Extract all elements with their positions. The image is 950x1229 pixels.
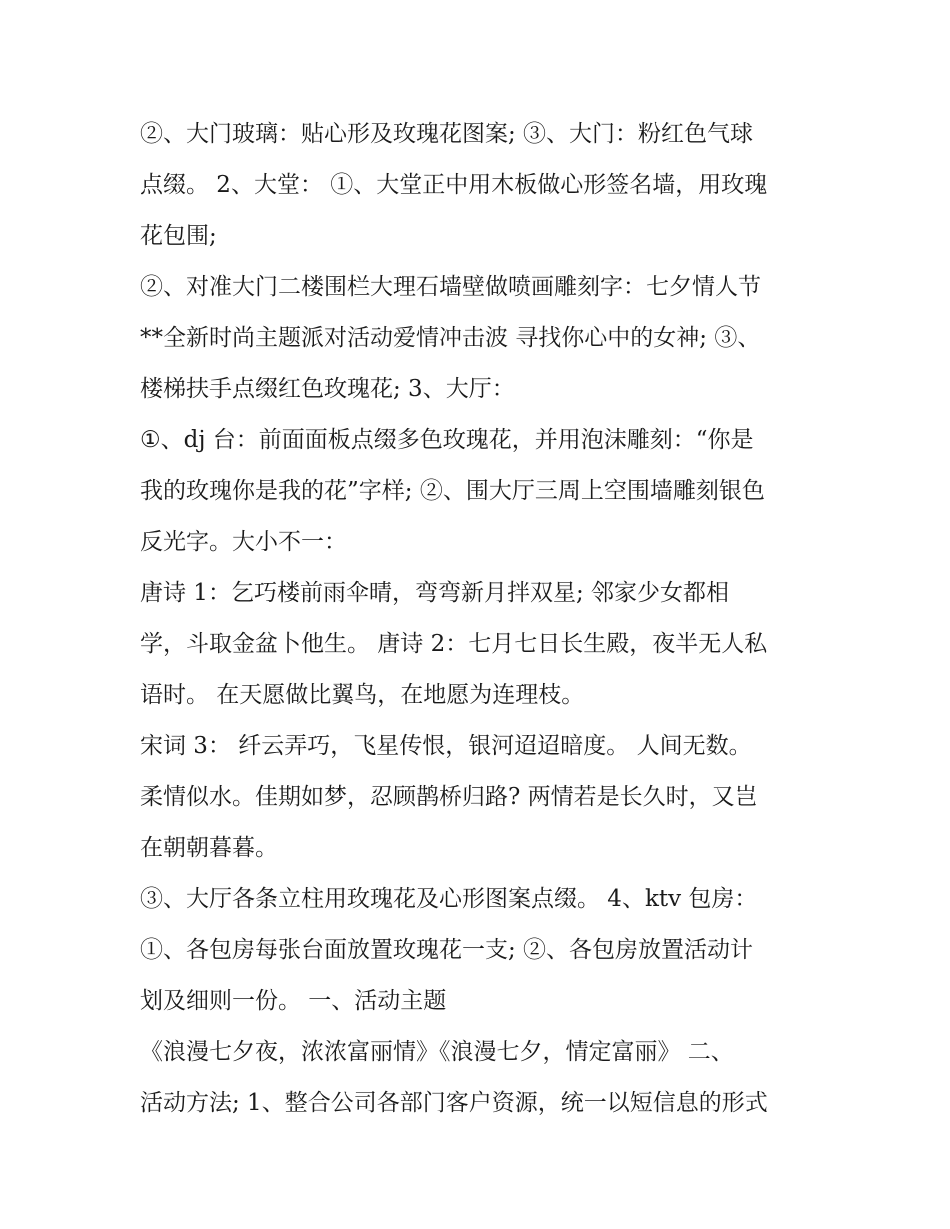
text-line: 学，斗取金盆卜他生。 唐诗 2：七月七日长生殿，夜半无人私 bbox=[140, 631, 768, 657]
text-line: 反光字。大小不一： bbox=[140, 529, 347, 555]
text-line: 楼梯扶手点缀红色玫瑰花; 3、大厅： bbox=[140, 376, 515, 402]
text-line: 唐诗 1：乞巧楼前雨伞晴，弯弯新月拌双星; 邻家少女都相 bbox=[140, 580, 730, 606]
text-line: ②、大门玻璃：贴心形及玫瑰花图案; ③、大门：粉红色气球 bbox=[140, 121, 754, 147]
text-line: 语时。 在天愿做比翼鸟，在地愿为连理枝。 bbox=[140, 682, 585, 708]
text-line: 活动方法; 1、整合公司各部门客户资源，统一以短信息的形式 bbox=[140, 1090, 768, 1116]
text-line: 花包围; bbox=[140, 223, 217, 249]
text-line: 点缀。 2、大堂： ①、大堂正中用木板做心形签名墙，用玫瑰 bbox=[140, 172, 768, 198]
body-text bbox=[140, 109, 820, 1129]
text-line: 宋词 3： 纤云弄巧，飞星传恨，银河迢迢暗度。 人间无数。 bbox=[140, 733, 752, 759]
text-line: 柔情似水。佳期如梦，忍顾鹊桥归路? 两情若是长久时，又岂 bbox=[140, 784, 758, 810]
text-line: ②、对准大门二楼围栏大理石墙壁做喷画雕刻字：七夕情人节 bbox=[140, 274, 761, 300]
text-line: 划及细则一份。 一、活动主题 bbox=[140, 988, 447, 1014]
text-line: ③、大厅各条立柱用玫瑰花及心形图案点缀。 4、ktv 包房： bbox=[140, 886, 758, 912]
text-line: **全新时尚主题派对活动爱情冲击波 寻找你心中的女神; ③、 bbox=[140, 325, 761, 351]
text-line: ①、各包房每张台面放置玫瑰花一支; ②、各包房放置活动计 bbox=[140, 937, 754, 963]
text-line: 我的玫瑰你是我的花”字样; ②、围大厅三周上空围墙雕刻银色 bbox=[140, 478, 765, 504]
text-line: 《浪漫七夕夜，浓浓富丽情》《浪漫七夕，情定富丽》 二、 bbox=[140, 1039, 734, 1065]
text-line: 在朝朝暮暮。 bbox=[140, 835, 278, 861]
text-line: ①、dj 台：前面面板点缀多色玫瑰花，并用泡沫雕刻：“你是 bbox=[140, 427, 754, 453]
